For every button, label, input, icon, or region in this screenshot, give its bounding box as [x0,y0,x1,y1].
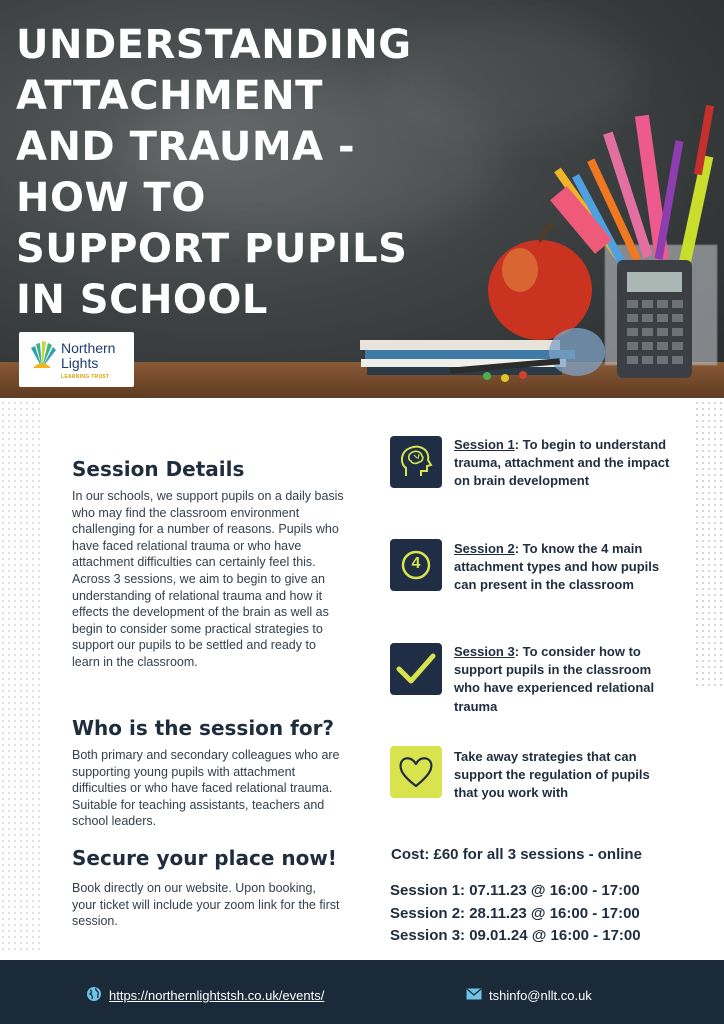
session-details-heading: Session Details [72,457,245,481]
session-date-line: Session 3: 09.01.24 @ 16:00 - 17:00 [390,927,641,945]
session-1-text: : To begin to understand trauma, attachment and the impact on brain development [454,437,670,489]
session-1-label: Session 1 [454,437,515,452]
checkmark-icon [390,643,442,695]
cost-text: Cost: £60 for all 3 sessions - online [391,846,642,863]
booking-text: Book directly on our website. Upon booking, your ticket will include your zoom link for the first session. [72,881,340,929]
audience-text: Both primary and secondary colleagues who are supporting young pupils with attachment difficulties or who have faced relational trauma. Suitable for teaching assistants, teachers and school leaders. [72,748,340,829]
classroom-supplies-illustration [355,100,724,390]
title-line: IN SCHOOL [16,277,268,323]
title-line: AND TRAUMA - [16,124,356,170]
audience-heading: Who is the session for? [72,716,335,740]
strategies-icon-box [390,746,442,798]
booking-heading: Secure your place now! [72,846,337,870]
session-3-icon-box [390,643,442,695]
session-details-text: In our schools, we support pupils on a daily basis who may find the classroom environment challenging for a number of reasons. Pupils who have faced relational trauma or who have attachment difficulties can certainly feel this. Across 3 sessions, we aim to begin to give an understanding of relational trauma and how it effects the development of the brain as well as begin to consider some practical strategies to support our pupils to be settled and ready to learn in the classroom. [72,489,344,669]
title-line: HOW TO [16,175,206,221]
session-2-label: Session 2 [454,541,515,556]
logo-name-line: Northern [61,340,116,356]
mail-icon [466,988,482,1000]
dot-pattern [0,400,40,950]
brain-head-icon [390,436,442,488]
website-link[interactable]: https://northernlightstsh.co.uk/events/ [109,988,325,1003]
logo-name [61,341,131,371]
session-2-description [454,540,679,595]
session-date-line: Session 1: 07.11.23 @ 16:00 - 17:00 [390,882,640,899]
sun-rays-icon [25,338,59,372]
globe-icon [86,986,102,1002]
session-3-label: Session 3 [454,644,515,659]
session-2-text: : To know the 4 main attachment types and how pupils can present in the classroom [454,541,660,593]
session-3-text: : To consider how to support pupils in the classroom who have experienced relational trauma [454,644,655,714]
email-address[interactable]: tshinfo@nllt.co.uk [489,988,592,1003]
session-dates [390,880,641,948]
heart-icon [390,746,442,798]
strategies-description: Take away strategies that can support the regulation of pupils that you work with [454,749,650,801]
logo-name-line: Lights [61,355,99,371]
northern-lights-logo [19,332,134,387]
dot-pattern [694,400,724,690]
session-date-line: Session 2: 28.11.23 @ 16:00 - 17:00 [390,904,640,922]
session-1-icon-box [390,436,442,488]
logo-tagline: LEARNING TRUST [61,374,110,380]
session-1-description [454,436,679,491]
title-line: SUPPORT PUPILS [16,226,408,272]
number-four-text: 4 [411,555,421,572]
session-3-description [454,643,679,716]
hero-banner [0,0,724,398]
session-2-icon-box [390,539,442,591]
title-line: UNDERSTANDING [16,22,412,68]
title-line: ATTACHMENT [16,73,323,119]
